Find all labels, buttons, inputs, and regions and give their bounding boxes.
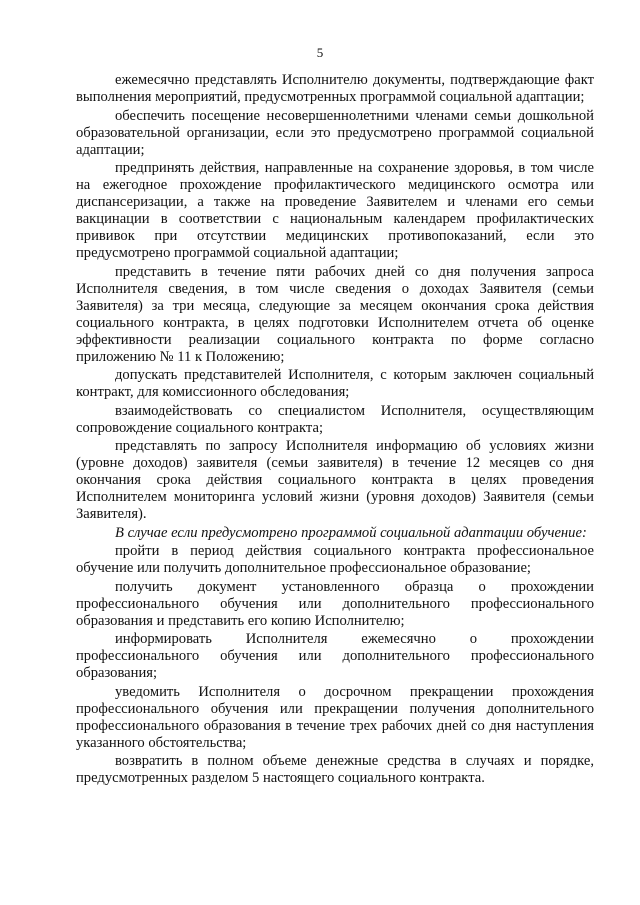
paragraph-complete-training: пройти в период действия социального контракта профессиональное обучение или получить дополнительное профессиональное образование; [76, 543, 594, 576]
paragraph-notify-termination: уведомить Исполнителя о досрочном прекращении прохождения профессионального обучения или прекращении получения дополнительного профессионального образования в течение трех рабочих дней со дня наступления указанного обстоятельства; [76, 683, 594, 751]
paragraph-submit-documents: ежемесячно представлять Исполнителю документы, подтверждающие факт выполнения мероприятий, предусмотренных программой социальной адаптации; [76, 72, 594, 105]
paragraph-submit-income-info: представить в течение пяти рабочих дней со дня получения запроса Исполнителя сведения, в том числе сведения о доходах Заявителя (семьи Заявителя) за три месяца, следующие за месяцем окончания срока действия социального контракта, в целях подготовки Исполнителем отчета об оценке эффективности реализации социального контракта по форме согласно приложению № 11 к Положению; [76, 263, 594, 365]
paragraph-cooperate-specialist: взаимодействовать со специалистом Исполнителя, осуществляющим сопровождение социального контракта; [76, 402, 594, 436]
paragraph-monitoring-info: представлять по запросу Исполнителя информацию об условиях жизни (уровне доходов) заявителя (семьи заявителя) в течение 12 месяцев со дня окончания срока действия социального контракта в целях проведения Исполнителем мониторинга условий жизни (уровня доходов) Заявителя (семьи Заявителя). [76, 438, 594, 522]
paragraph-health-actions: предпринять действия, направленные на сохранение здоровья, в том числе на ежегодное прохождение профилактического медицинского осмотра или диспансеризации, а также на проведение Заявителем и членами его семьи вакцинации в соответствии с национальным календарем профилактических прививок при отсутствии медицинских противопоказаний, если это предусмотрено программой социальной адаптации; [76, 160, 594, 261]
page-number: 5 [316, 45, 324, 60]
paragraph-preschool-attendance: обеспечить посещение несовершеннолетними членами семьи дошкольной образовательной организации, если это предусмотрено программой социальной адаптации; [76, 107, 594, 158]
document-body [76, 72, 594, 789]
paragraph-monthly-inform: информировать Исполнителя ежемесячно о прохождении профессионального обучения или дополнительного профессионального образования; [76, 631, 594, 681]
paragraph-obtain-certificate: получить документ установленного образца о прохождении профессионального обучения или дополнительного профессионального образования и представить его копию Исполнителю; [76, 578, 594, 629]
paragraph-allow-inspection: допускать представителей Исполнителя, с которым заключен социальный контракт, для комиссионного обследования; [76, 367, 594, 400]
paragraph-refund-funds: возвратить в полном объеме денежные средства в случаях и порядке, предусмотренных разделом 5 настоящего социального контракта. [76, 753, 594, 786]
paragraph-training-heading: В случае если предусмотрено программой социальной адаптации обучение: [115, 524, 587, 541]
